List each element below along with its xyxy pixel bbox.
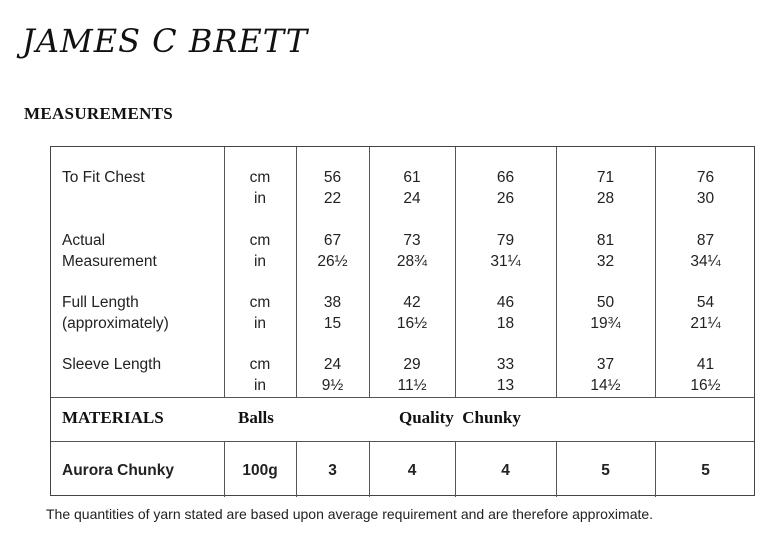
table-cell: 29 11½ <box>397 356 427 394</box>
table-cell: 54 21¼ <box>690 294 721 332</box>
table-cell: 76 30 <box>696 169 715 207</box>
table-cell: 87 34¼ <box>690 232 721 270</box>
table-cell: 67 26½ <box>317 232 348 270</box>
yarn-name: Aurora Chunky <box>62 462 174 479</box>
table-cell: 66 26 <box>496 169 515 207</box>
materials-heading: MATERIALS <box>62 408 164 427</box>
unit-label: cm in <box>249 169 271 207</box>
ball-weight: 100g <box>242 462 278 479</box>
quantity-cell: 3 <box>328 462 337 479</box>
row-divider <box>51 397 754 398</box>
row-divider <box>51 441 754 442</box>
table-cell: 56 22 <box>323 169 342 207</box>
table-cell: 37 14½ <box>590 356 621 394</box>
row-label: Full Length (approximately) <box>62 294 169 332</box>
quality-heading: Quality Chunky <box>399 408 521 427</box>
table-cell: 61 24 <box>403 169 421 207</box>
row-label: Actual Measurement <box>62 232 157 270</box>
brand-logo: JAMES C BRETT <box>22 22 309 60</box>
table-cell: 38 15 <box>323 294 342 332</box>
balls-heading: Balls <box>238 408 274 427</box>
quantity-cell: 5 <box>701 462 710 479</box>
unit-label: cm in <box>249 232 271 270</box>
footnote: The quantities of yarn stated are based upon average requirement and are therefore approximate. <box>46 506 654 522</box>
unit-label: cm in <box>249 356 271 394</box>
quantity-cell: 4 <box>501 462 510 479</box>
section-title: MEASUREMENTS <box>24 104 174 123</box>
table-cell: 73 28¾ <box>396 232 428 270</box>
unit-label: cm in <box>249 294 271 332</box>
table-cell: 50 19¾ <box>590 294 621 332</box>
table-cell: 33 13 <box>496 356 515 394</box>
row-label: Sleeve Length <box>62 356 162 373</box>
row-label: To Fit Chest <box>62 169 145 186</box>
quantity-cell: 4 <box>407 462 417 479</box>
quantity-cell: 5 <box>601 462 610 479</box>
table-cell: 46 18 <box>496 294 515 332</box>
table-cell: 81 32 <box>596 232 615 270</box>
table-cell: 42 16½ <box>396 294 428 332</box>
table-cell: 71 28 <box>596 169 615 207</box>
table-cell: 79 31¼ <box>490 232 521 270</box>
measurements-table <box>50 146 755 496</box>
table-cell: 41 16½ <box>690 356 721 394</box>
table-cell: 24 9½ <box>321 356 344 394</box>
